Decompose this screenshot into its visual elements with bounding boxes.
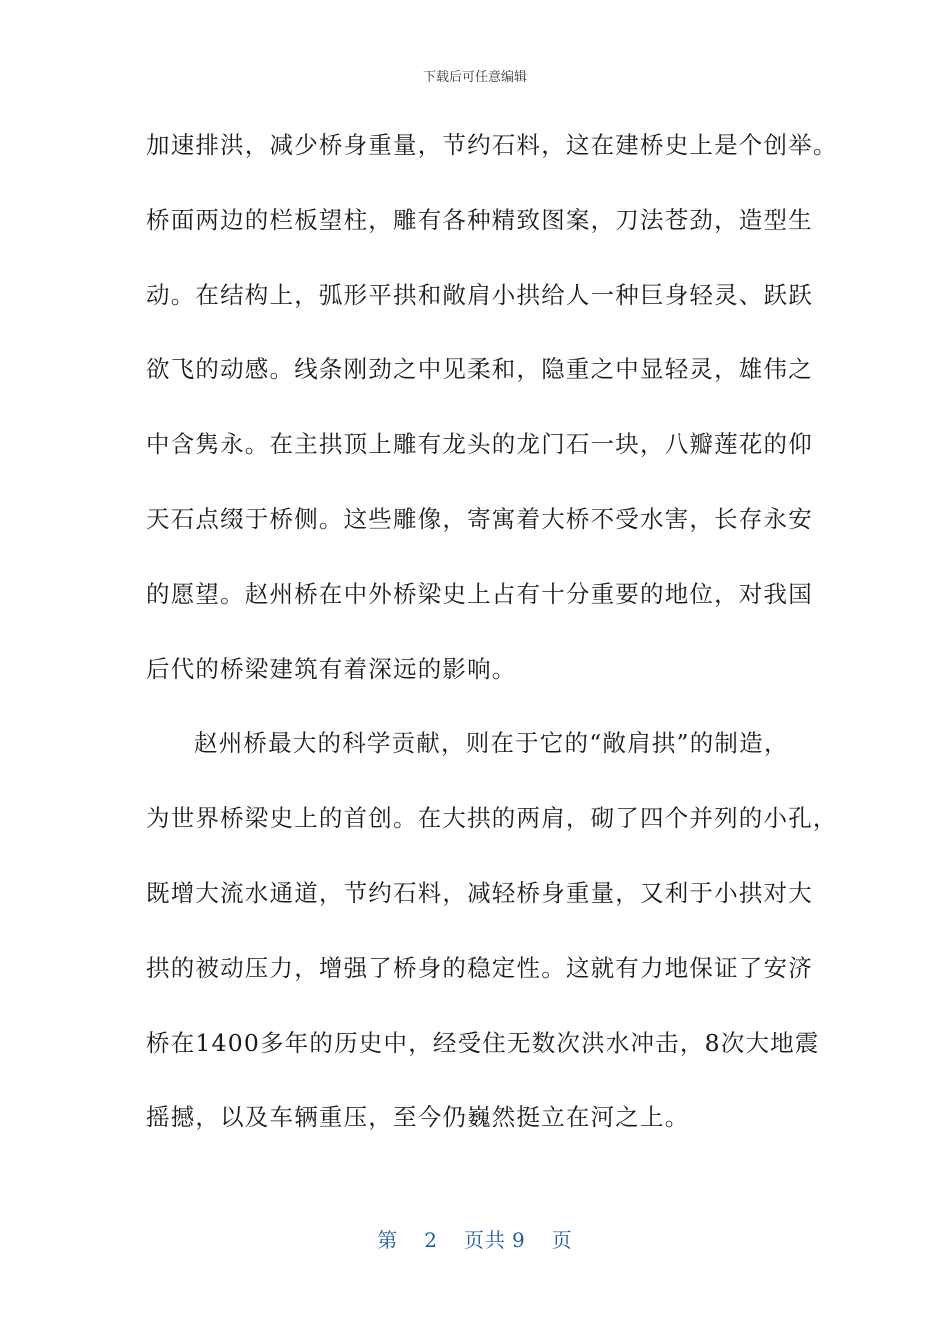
page-footer — [0, 1224, 950, 1253]
text-line: 后代的桥梁建筑有着深远的影响。 — [146, 654, 517, 683]
text-line: 中含隽永。在主拱顶上雕有龙头的龙门石一块，八瓣莲花的仰 — [146, 430, 813, 459]
footer-label-end: 页 — [551, 1228, 573, 1252]
text-line: 拱的被动压力，增强了桥身的稳定性。这就有力地保证了安济 — [146, 953, 813, 982]
text-line: 动。在结构上，弧形平拱和敞肩小拱给人一种巨身轻灵、跃跃 — [146, 280, 813, 309]
text-line: 欲飞的动感。线条刚劲之中见柔和，隐重之中显轻灵，雄伟之 — [146, 355, 813, 384]
text-line: 的愿望。赵州桥在中外桥梁史上占有十分重要的地位，对我国 — [146, 579, 813, 608]
footer-total-pages: 9 — [512, 1228, 526, 1252]
document-body — [146, 118, 838, 1165]
footer-current-page: 2 — [424, 1228, 438, 1252]
text-line: 既增大流水通道，节约石料，减轻桥身重量，又利于小拱对大 — [146, 878, 813, 907]
text-line: 为世界桥梁史上的首创。在大拱的两肩，砌了四个并列的小孔， — [146, 804, 838, 833]
text-line: 摇撼，以及车辆重压，至今仍巍然挺立在河之上。 — [146, 1103, 690, 1132]
footer-label-of: 页共 — [464, 1228, 506, 1252]
page-header: 下载后可任意编辑 — [422, 70, 527, 85]
text-line: 桥在1400多年的历史中，经受住无数次洪水冲击，8次大地震 — [146, 1028, 820, 1057]
text-line-paragraph-start: 赵州桥最大的科学贡献，则在于它的“敞肩拱”的制造， — [194, 729, 789, 758]
text-line: 加速排洪，减少桥身重量，节约石料，这在建桥史上是个创举。 — [146, 131, 838, 159]
footer-label-page: 第 — [377, 1228, 399, 1252]
text-line: 天石点缀于桥侧。这些雕像，寄寓着大桥不受水害，长存永安 — [146, 504, 813, 533]
text-line: 桥面两边的栏板望柱，雕有各种精致图案，刀法苍劲，造型生 — [146, 205, 813, 234]
